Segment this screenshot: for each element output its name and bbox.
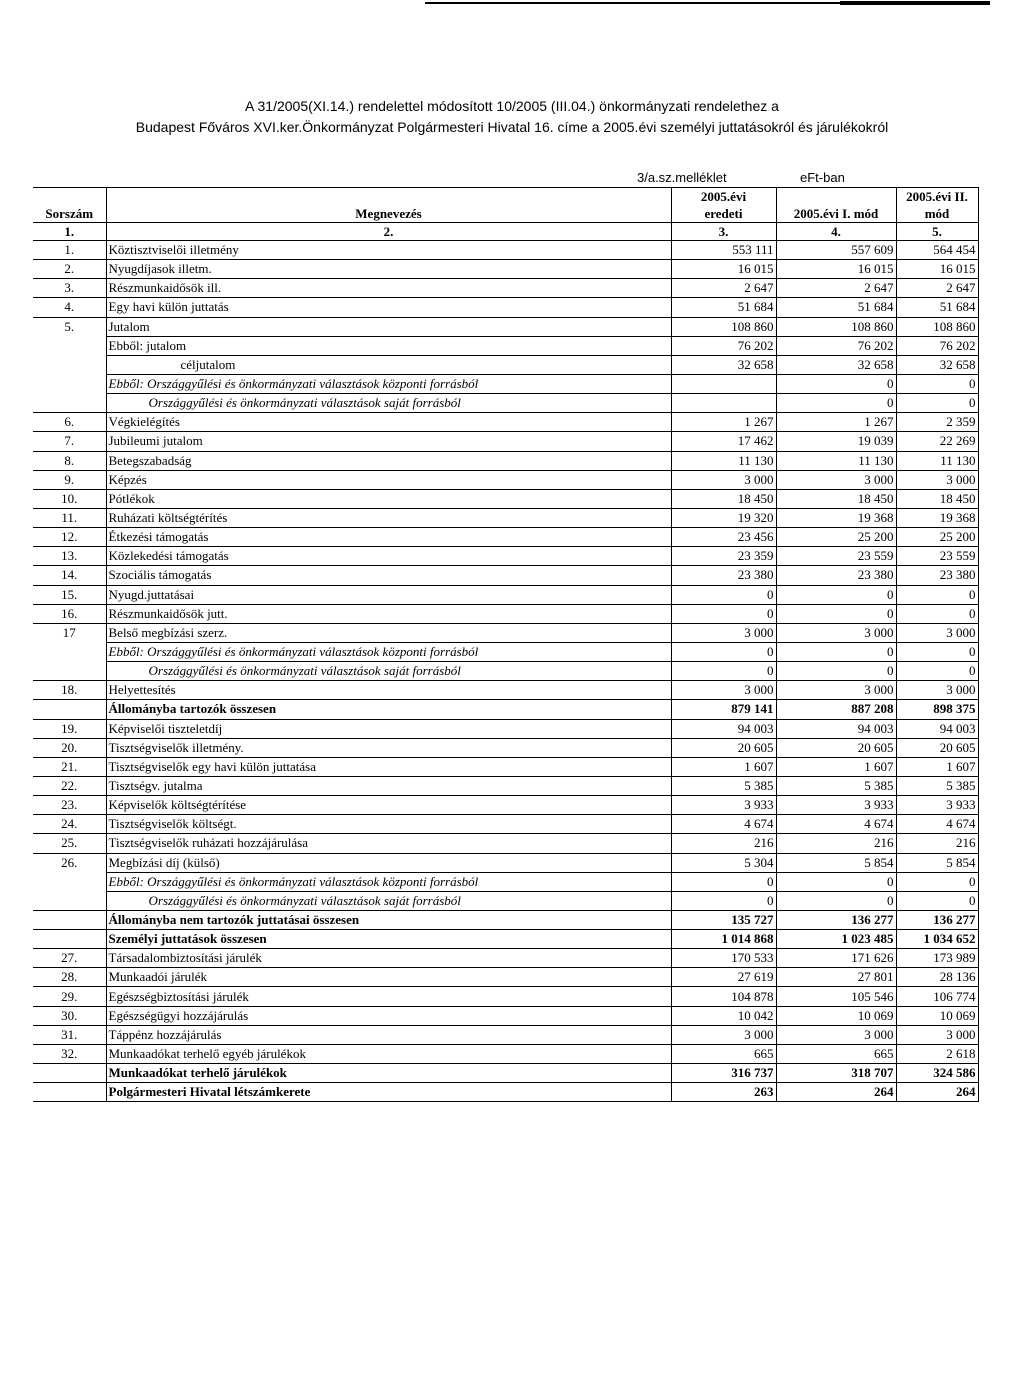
value-original: 263: [671, 1083, 776, 1102]
row-label: Tisztségviselők illetmény.: [106, 738, 671, 757]
value-mod1: 3 000: [776, 1025, 896, 1044]
value-mod1: 0: [776, 604, 896, 623]
value-mod1: 5 854: [776, 853, 896, 872]
value-original: 4 674: [671, 815, 776, 834]
value-mod2: 136 277: [896, 910, 978, 929]
row-label: Képzés: [106, 470, 671, 489]
table-row: [33, 374, 978, 393]
table-row: [33, 489, 978, 508]
value-mod1: 76 202: [776, 336, 896, 355]
row-label: Országgyűlési és önkormányzati választások saját forrásból: [106, 891, 671, 910]
value-mod1: 3 000: [776, 470, 896, 489]
value-original: 104 878: [671, 987, 776, 1006]
value-original: 32 658: [671, 355, 776, 374]
row-label: Képviselői tiszteletdíj: [106, 719, 671, 738]
table-row: [33, 681, 978, 700]
table-row: [33, 700, 978, 719]
row-number: 9.: [33, 470, 106, 489]
megnevezes-header: Megnevezés: [106, 205, 671, 223]
row-label: Nyugd.juttatásai: [106, 585, 671, 604]
row-label: Személyi juttatások összesen: [106, 930, 671, 949]
value-mod1: 0: [776, 891, 896, 910]
row-number: 13.: [33, 547, 106, 566]
value-mod2: 2 618: [896, 1044, 978, 1063]
value-mod2: 25 200: [896, 528, 978, 547]
table-row: [33, 413, 978, 432]
row-label: Részmunkaidősök jutt.: [106, 604, 671, 623]
value-mod1: 1 267: [776, 413, 896, 432]
value-original: 20 605: [671, 738, 776, 757]
table-row: [33, 336, 978, 355]
value-original: [671, 394, 776, 413]
row-number: 26.: [33, 853, 106, 872]
value-original: 0: [671, 662, 776, 681]
row-label: Egészségügyi hozzájárulás: [106, 1006, 671, 1025]
header-row-2: [33, 205, 978, 223]
value-mod1: 264: [776, 1083, 896, 1102]
row-label: Részmunkaidősök ill.: [106, 279, 671, 298]
value-mod1: 665: [776, 1044, 896, 1063]
value-mod2: 76 202: [896, 336, 978, 355]
value-mod1: 19 368: [776, 508, 896, 527]
table-row: [33, 547, 978, 566]
value-original: 3 000: [671, 681, 776, 700]
value-mod1: 5 385: [776, 776, 896, 795]
colnum-4: 4.: [776, 223, 896, 241]
row-label: Munkaadókat terhelő járulékok: [106, 1064, 671, 1083]
value-mod1: 0: [776, 662, 896, 681]
value-mod2: 11 130: [896, 451, 978, 470]
row-number: 2.: [33, 260, 106, 279]
value-mod1: 4 674: [776, 815, 896, 834]
value-mod2: 5 385: [896, 776, 978, 795]
value-mod1: 105 546: [776, 987, 896, 1006]
colnum-2: 2.: [106, 223, 671, 241]
value-mod2: 1 034 652: [896, 930, 978, 949]
value-mod1: 0: [776, 642, 896, 661]
colnum-1: 1.: [33, 223, 106, 241]
row-number: 18.: [33, 681, 106, 700]
table-row: [33, 776, 978, 795]
value-original: 23 380: [671, 566, 776, 585]
value-original: 94 003: [671, 719, 776, 738]
value-original: 18 450: [671, 489, 776, 508]
value-mod2: 3 000: [896, 470, 978, 489]
value-mod2: 0: [896, 872, 978, 891]
table-row: [33, 470, 978, 489]
value-original: 3 000: [671, 623, 776, 642]
value-mod1: 23 380: [776, 566, 896, 585]
value-mod2: 3 933: [896, 796, 978, 815]
value-original: 170 533: [671, 949, 776, 968]
row-label: Tisztségv. jutalma: [106, 776, 671, 795]
colnum-3: 3.: [671, 223, 776, 241]
value-original: 135 727: [671, 910, 776, 929]
row-label: Belső megbízási szerz.: [106, 623, 671, 642]
row-number: [33, 662, 106, 681]
row-label: céljutalom: [106, 355, 671, 374]
value-mod1: 0: [776, 872, 896, 891]
value-mod2: 19 368: [896, 508, 978, 527]
row-label: Társadalombiztosítási járulék: [106, 949, 671, 968]
value-mod2: 2 647: [896, 279, 978, 298]
row-number: [33, 1083, 106, 1102]
column-number-row: [33, 223, 978, 241]
row-number: 4.: [33, 298, 106, 317]
value-mod1: 0: [776, 394, 896, 413]
table-row: [33, 528, 978, 547]
col5-header-line1: 2005.évi II.: [896, 188, 978, 206]
row-label: Polgármesteri Hivatal létszámkerete: [106, 1083, 671, 1102]
table-row: [33, 987, 978, 1006]
value-original: 10 042: [671, 1006, 776, 1025]
value-original: 316 737: [671, 1064, 776, 1083]
row-number: 32.: [33, 1044, 106, 1063]
document-title-line1: A 31/2005(XI.14.) rendelettel módosított 10/2005 (III.04.) önkormányzati rendelethez a: [245, 98, 779, 114]
value-original: 23 359: [671, 547, 776, 566]
value-mod1: 136 277: [776, 910, 896, 929]
value-mod1: 20 605: [776, 738, 896, 757]
row-label: Ebből: Országgyűlési és önkormányzati választások központi forrásból: [106, 872, 671, 891]
value-original: 23 456: [671, 528, 776, 547]
value-mod1: 11 130: [776, 451, 896, 470]
table-row: [33, 949, 978, 968]
row-number: 6.: [33, 413, 106, 432]
row-label: Tisztségviselők egy havi külön juttatása: [106, 757, 671, 776]
value-original: 16 015: [671, 260, 776, 279]
annex-label: 3/a.sz.melléklet: [637, 170, 727, 185]
value-original: 108 860: [671, 317, 776, 336]
row-label: Ebből: Országgyűlési és önkormányzati választások központi forrásból: [106, 374, 671, 393]
value-mod2: 0: [896, 891, 978, 910]
value-original: 879 141: [671, 700, 776, 719]
row-label: Ebből: Országgyűlési és önkormányzati választások központi forrásból: [106, 642, 671, 661]
value-mod2: 2 359: [896, 413, 978, 432]
value-mod1: 318 707: [776, 1064, 896, 1083]
row-number: 15.: [33, 585, 106, 604]
row-number: [33, 700, 106, 719]
value-mod2: 3 000: [896, 681, 978, 700]
value-mod1: 108 860: [776, 317, 896, 336]
table-row: [33, 642, 978, 661]
value-mod2: 22 269: [896, 432, 978, 451]
value-mod2: 18 450: [896, 489, 978, 508]
value-mod1: 216: [776, 834, 896, 853]
table-row: [33, 930, 978, 949]
row-number: 14.: [33, 566, 106, 585]
value-mod1: 557 609: [776, 241, 896, 260]
value-mod1: 2 647: [776, 279, 896, 298]
row-number: [33, 930, 106, 949]
value-mod1: 0: [776, 585, 896, 604]
table-row: [33, 317, 978, 336]
value-mod2: 173 989: [896, 949, 978, 968]
value-original: 19 320: [671, 508, 776, 527]
table-row: [33, 1006, 978, 1025]
table-row: [33, 834, 978, 853]
row-number: [33, 355, 106, 374]
value-mod1: 16 015: [776, 260, 896, 279]
value-mod1: 25 200: [776, 528, 896, 547]
value-mod2: 32 658: [896, 355, 978, 374]
row-number: 25.: [33, 834, 106, 853]
value-mod1: 0: [776, 374, 896, 393]
value-original: 3 000: [671, 470, 776, 489]
table-row: [33, 260, 978, 279]
value-original: 0: [671, 872, 776, 891]
row-label: Országgyűlési és önkormányzati választások saját forrásból: [106, 662, 671, 681]
row-label: Végkielégítés: [106, 413, 671, 432]
row-number: 21.: [33, 757, 106, 776]
table-row: [33, 566, 978, 585]
col3-header-line1: 2005.évi: [671, 188, 776, 206]
table-row: [33, 872, 978, 891]
table-row: [33, 1044, 978, 1063]
value-original: 0: [671, 585, 776, 604]
value-mod1: 94 003: [776, 719, 896, 738]
row-number: [33, 1064, 106, 1083]
value-original: 5 304: [671, 853, 776, 872]
value-mod2: 10 069: [896, 1006, 978, 1025]
table-row: [33, 662, 978, 681]
value-mod2: 0: [896, 374, 978, 393]
row-number: [33, 336, 106, 355]
value-mod2: 23 559: [896, 547, 978, 566]
row-label: Megbízási díj (külső): [106, 853, 671, 872]
row-number: 12.: [33, 528, 106, 547]
row-number: 27.: [33, 949, 106, 968]
value-original: 11 130: [671, 451, 776, 470]
row-number: 5.: [33, 317, 106, 336]
table-row: [33, 853, 978, 872]
table-row: [33, 585, 978, 604]
table-row: [33, 910, 978, 929]
value-mod1: 19 039: [776, 432, 896, 451]
table-row: [33, 968, 978, 987]
value-original: 1 267: [671, 413, 776, 432]
row-number: 1.: [33, 241, 106, 260]
value-original: 1 607: [671, 757, 776, 776]
value-original: 51 684: [671, 298, 776, 317]
row-number: [33, 872, 106, 891]
row-number: [33, 394, 106, 413]
row-number: 24.: [33, 815, 106, 834]
row-label: Ruházati költségtérítés: [106, 508, 671, 527]
row-number: 17: [33, 623, 106, 642]
row-number: 23.: [33, 796, 106, 815]
sorszam-header: Sorszám: [45, 205, 94, 221]
value-mod1: 171 626: [776, 949, 896, 968]
row-number: 31.: [33, 1025, 106, 1044]
table-row: [33, 796, 978, 815]
table-row: [33, 508, 978, 527]
value-original: 1 014 868: [671, 930, 776, 949]
col5-header-line2: mód: [896, 205, 978, 223]
table-row: [33, 355, 978, 374]
value-mod2: 0: [896, 604, 978, 623]
value-original: 17 462: [671, 432, 776, 451]
row-label: Állományba nem tartozók juttatásai összesen: [106, 910, 671, 929]
table-row: [33, 298, 978, 317]
value-original: 665: [671, 1044, 776, 1063]
row-label: Tisztségviselők ruházati hozzájárulása: [106, 834, 671, 853]
value-original: 5 385: [671, 776, 776, 795]
row-number: 28.: [33, 968, 106, 987]
value-mod2: 0: [896, 394, 978, 413]
table-row: [33, 1064, 978, 1083]
table-row: [33, 1025, 978, 1044]
row-label: Táppénz hozzájárulás: [106, 1025, 671, 1044]
value-original: 216: [671, 834, 776, 853]
row-number: 3.: [33, 279, 106, 298]
row-number: [33, 891, 106, 910]
value-mod2: 94 003: [896, 719, 978, 738]
value-mod2: 0: [896, 585, 978, 604]
value-mod2: 216: [896, 834, 978, 853]
row-label: Képviselők költségtérítése: [106, 796, 671, 815]
value-mod1: 23 559: [776, 547, 896, 566]
budget-table: [33, 187, 979, 1102]
value-mod1: 3 933: [776, 796, 896, 815]
row-label: Helyettesítés: [106, 681, 671, 700]
value-mod2: 5 854: [896, 853, 978, 872]
table-row: [33, 757, 978, 776]
value-mod2: 28 136: [896, 968, 978, 987]
value-original: 27 619: [671, 968, 776, 987]
colnum-5: 5.: [896, 223, 978, 241]
value-mod1: 51 684: [776, 298, 896, 317]
row-number: 30.: [33, 1006, 106, 1025]
row-label: Tisztségviselők költségt.: [106, 815, 671, 834]
table-row: [33, 241, 978, 260]
value-mod1: 1 023 485: [776, 930, 896, 949]
value-original: 553 111: [671, 241, 776, 260]
scan-top-line-thick: [840, 1, 990, 5]
value-mod1: 32 658: [776, 355, 896, 374]
row-label: Betegszabadság: [106, 451, 671, 470]
row-label: Országgyűlési és önkormányzati választások saját forrásból: [106, 394, 671, 413]
value-mod1: 18 450: [776, 489, 896, 508]
row-label: Ebből: jutalom: [106, 336, 671, 355]
value-mod1: 3 000: [776, 623, 896, 642]
row-label: Közlekedési támogatás: [106, 547, 671, 566]
header-row-1: [33, 188, 978, 206]
table-row: [33, 719, 978, 738]
value-mod2: 3 000: [896, 623, 978, 642]
value-mod1: 1 607: [776, 757, 896, 776]
table-row: [33, 891, 978, 910]
table-row: [33, 451, 978, 470]
row-number: 20.: [33, 738, 106, 757]
row-number: 11.: [33, 508, 106, 527]
table-row: [33, 432, 978, 451]
row-label: Köztisztviselői illetmény: [106, 241, 671, 260]
value-mod2: 0: [896, 662, 978, 681]
value-original: 0: [671, 642, 776, 661]
value-original: 0: [671, 604, 776, 623]
value-mod2: 23 380: [896, 566, 978, 585]
value-mod2: 898 375: [896, 700, 978, 719]
value-mod2: 564 454: [896, 241, 978, 260]
row-number: 16.: [33, 604, 106, 623]
table-row: [33, 738, 978, 757]
value-original: 76 202: [671, 336, 776, 355]
document-title-line2: Budapest Főváros XVI.ker.Önkormányzat Polgármesteri Hivatal 16. címe a 2005.évi személyi juttatásokról és járulékokról: [135, 119, 889, 135]
row-label: Munkaadói járulék: [106, 968, 671, 987]
value-original: 0: [671, 891, 776, 910]
value-mod2: 16 015: [896, 260, 978, 279]
value-mod2: 324 586: [896, 1064, 978, 1083]
row-label: Egészségbiztosítási járulék: [106, 987, 671, 1006]
value-mod1: 27 801: [776, 968, 896, 987]
row-label: Pótlékok: [106, 489, 671, 508]
row-label: Szociális támogatás: [106, 566, 671, 585]
value-mod1: 3 000: [776, 681, 896, 700]
value-mod1: 887 208: [776, 700, 896, 719]
table-row: [33, 815, 978, 834]
col4-header: 2005.évi I. mód: [776, 205, 896, 223]
value-mod2: 1 607: [896, 757, 978, 776]
unit-label: eFt-ban: [800, 170, 845, 185]
table-row: [33, 279, 978, 298]
row-number: 8.: [33, 451, 106, 470]
value-mod2: 20 605: [896, 738, 978, 757]
row-number: 7.: [33, 432, 106, 451]
row-label: Állományba tartozók összesen: [106, 700, 671, 719]
row-number: [33, 374, 106, 393]
table-row: [33, 394, 978, 413]
row-number: [33, 642, 106, 661]
value-original: 3 000: [671, 1025, 776, 1044]
row-label: Nyugdíjasok illetm.: [106, 260, 671, 279]
row-label: Jutalom: [106, 317, 671, 336]
row-label: Étkezési támogatás: [106, 528, 671, 547]
row-number: [33, 910, 106, 929]
value-mod2: 0: [896, 642, 978, 661]
row-label: Jubileumi jutalom: [106, 432, 671, 451]
table-row: [33, 623, 978, 642]
row-label: Egy havi külön juttatás: [106, 298, 671, 317]
row-number: 29.: [33, 987, 106, 1006]
col3-header-line2: eredeti: [671, 205, 776, 223]
row-number: 22.: [33, 776, 106, 795]
value-mod2: 264: [896, 1083, 978, 1102]
table-row: [33, 604, 978, 623]
value-mod2: 108 860: [896, 317, 978, 336]
value-original: [671, 374, 776, 393]
row-number: 19.: [33, 719, 106, 738]
value-mod1: 10 069: [776, 1006, 896, 1025]
value-mod2: 4 674: [896, 815, 978, 834]
table-row: [33, 1083, 978, 1102]
value-original: 2 647: [671, 279, 776, 298]
row-number: 10.: [33, 489, 106, 508]
row-label: Munkaadókat terhelő egyéb járulékok: [106, 1044, 671, 1063]
value-mod2: 51 684: [896, 298, 978, 317]
value-original: 3 933: [671, 796, 776, 815]
value-mod2: 3 000: [896, 1025, 978, 1044]
value-mod2: 106 774: [896, 987, 978, 1006]
